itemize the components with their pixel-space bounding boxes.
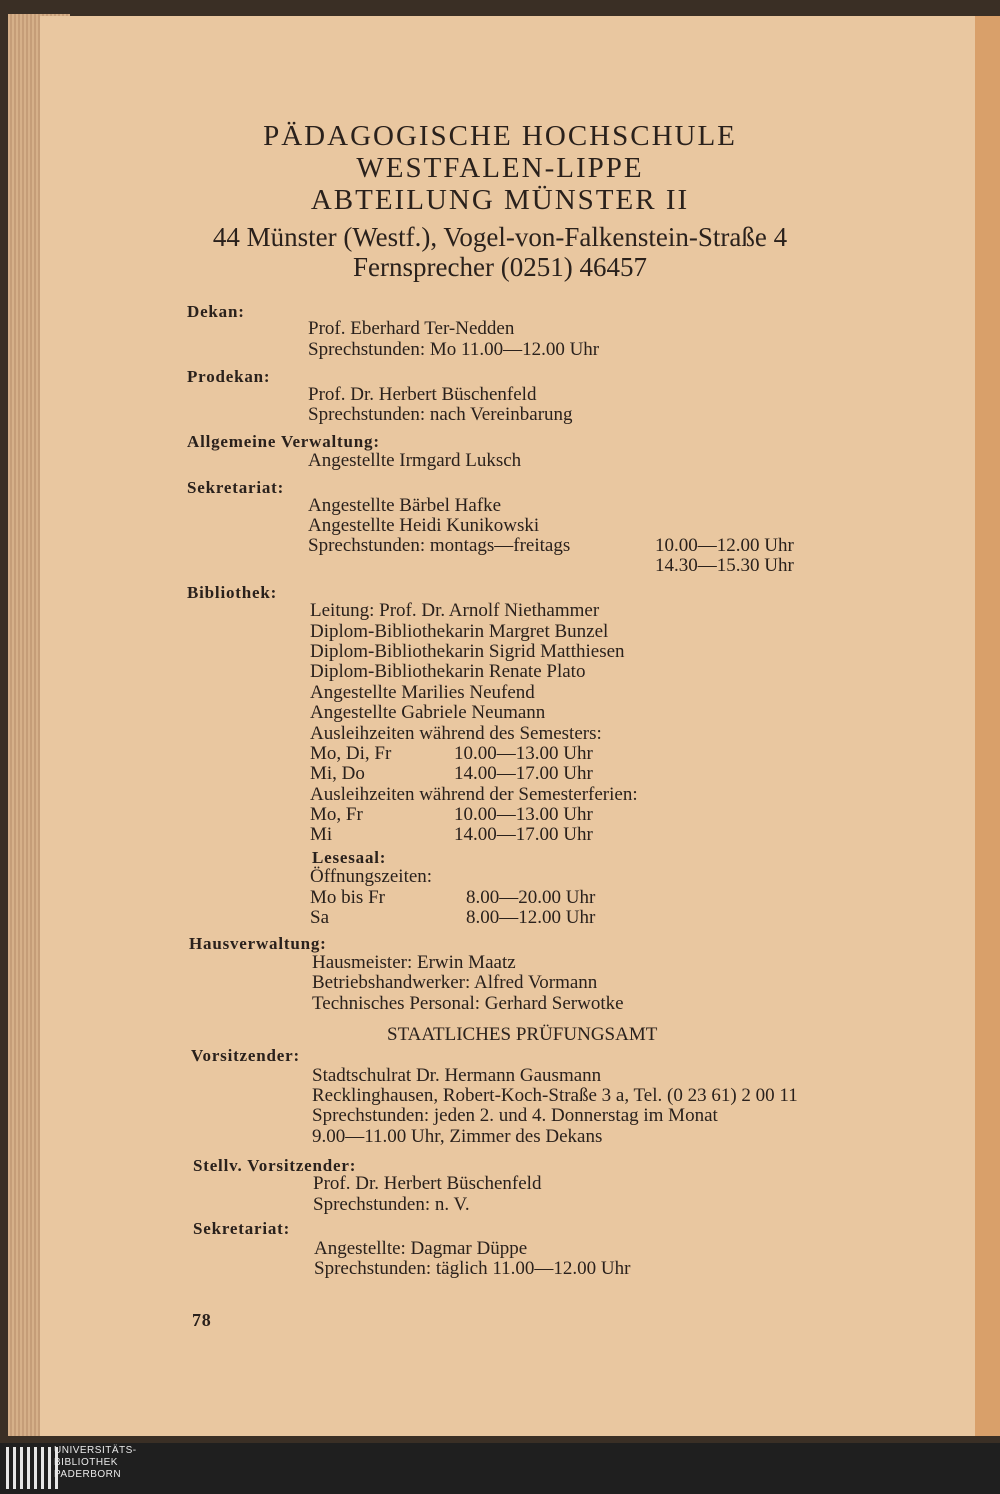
title-line-1: PÄDAGOGISCHE HOCHSCHULE — [263, 120, 737, 152]
verwaltung-line: Angestellte Irmgard Luksch — [308, 450, 522, 471]
prodekan-line: Prof. Dr. Herbert Büschenfeld — [308, 384, 537, 405]
bibliothek-line: Leitung: Prof. Dr. Arnolf Niethammer — [310, 600, 600, 621]
verwaltung-label: Allgemeine Verwaltung: — [187, 432, 380, 451]
bibliothek-line: Angestellte Gabriele Neumann — [310, 702, 546, 723]
pruefungsamt-title: STAATLICHES PRÜFUNGSAMT — [387, 1024, 658, 1045]
vorsitzender-line: 9.00—11.00 Uhr, Zimmer des Dekans — [312, 1126, 603, 1147]
library-logo-icon — [6, 1447, 58, 1489]
sekretariat-line: Angestellte Bärbel Hafke — [308, 495, 502, 516]
bibliothek-line: Angestellte Marilies Neufend — [310, 682, 535, 703]
sekretariat-line: Angestellte Heidi Kunikowski — [308, 515, 540, 536]
oeffnung-days: Sa — [310, 907, 329, 928]
logo-line: PADERBORN — [54, 1469, 122, 1480]
prodekan-label: Prodekan: — [187, 367, 271, 386]
sekretariat-line: Sprechstunden: montags—freitags — [308, 535, 571, 556]
logo-line: BIBLIOTHEK — [54, 1457, 118, 1468]
bibliothek-line: Diplom-Bibliothekarin Margret Bunzel — [310, 621, 609, 642]
logo-line: UNIVERSITÄTS- — [54, 1445, 137, 1456]
oeffnung-time: 8.00—20.00 Uhr — [466, 887, 596, 908]
semester-days: Mo, Di, Fr — [310, 743, 392, 764]
oeffnung-time: 8.00—12.00 Uhr — [466, 907, 596, 928]
ferien-time: 10.00—13.00 Uhr — [454, 804, 593, 825]
sekretariat-time: 14.30—15.30 Uhr — [655, 555, 794, 576]
stellv-label: Stellv. Vorsitzender: — [193, 1156, 357, 1175]
lesesaal-label: Lesesaal: — [312, 848, 387, 867]
bibliothek-label: Bibliothek: — [187, 583, 278, 602]
vorsitzender-line: Recklinghausen, Robert-Koch-Straße 3 a, Tel. (0 23 61) 2 00 11 — [312, 1085, 798, 1106]
footer-bar — [0, 1443, 1000, 1494]
dekan-line: Sprechstunden: Mo 11.00—12.00 Uhr — [308, 339, 600, 360]
phone: Fernsprecher (0251) 46457 — [353, 252, 647, 282]
stellv-line: Prof. Dr. Herbert Büschenfeld — [313, 1173, 542, 1194]
semester-time: 14.00—17.00 Uhr — [454, 763, 593, 784]
pa-sekretariat-label: Sekretariat: — [193, 1219, 291, 1238]
hausverwaltung-label: Hausverwaltung: — [189, 934, 327, 953]
dekan-line: Prof. Eberhard Ter-Nedden — [308, 318, 515, 339]
page-number: 78 — [192, 1310, 212, 1330]
sekretariat-time: 10.00—12.00 Uhr — [655, 535, 794, 556]
bibliothek-line: Diplom-Bibliothekarin Renate Plato — [310, 661, 586, 682]
prodekan-line: Sprechstunden: nach Vereinbarung — [308, 404, 573, 425]
oeffnung-days: Mo bis Fr — [310, 887, 385, 908]
oeffnung-label: Öffnungszeiten: — [310, 866, 433, 887]
pa-sekretariat-line: Angestellte: Dagmar Düppe — [314, 1238, 528, 1259]
sekretariat-label: Sekretariat: — [187, 478, 285, 497]
title-line-2: WESTFALEN-LIPPE — [356, 152, 644, 184]
pa-sekretariat-line: Sprechstunden: täglich 11.00—12.00 Uhr — [314, 1258, 631, 1279]
address: 44 Münster (Westf.), Vogel-von-Falkenstein-Straße 4 — [212, 222, 788, 252]
ferien-days: Mo, Fr — [310, 804, 363, 825]
hausverwaltung-line: Hausmeister: Erwin Maatz — [312, 952, 516, 973]
ferien-label: Ausleihzeiten während der Semesterferien: — [310, 784, 638, 805]
hausverwaltung-line: Betriebshandwerker: Alfred Vormann — [312, 972, 598, 993]
vorsitzender-label: Vorsitzender: — [191, 1046, 300, 1065]
vorsitzender-line: Sprechstunden: jeden 2. und 4. Donnerstag im Monat — [312, 1105, 718, 1126]
hausverwaltung-line: Technisches Personal: Gerhard Serwotke — [312, 993, 624, 1014]
dekan-label: Dekan: — [187, 302, 245, 321]
library-logo-text — [54, 1445, 137, 1481]
ferien-time: 14.00—17.00 Uhr — [454, 824, 593, 845]
title-line-3: ABTEILUNG MÜNSTER II — [310, 184, 690, 216]
bibliothek-line: Diplom-Bibliothekarin Sigrid Matthiesen — [310, 641, 625, 662]
ferien-days: Mi — [310, 824, 333, 845]
stellv-line: Sprechstunden: n. V. — [313, 1194, 470, 1215]
semester-days: Mi, Do — [310, 763, 365, 784]
bibliothek-line: Ausleihzeiten während des Semesters: — [310, 723, 602, 744]
vorsitzender-line: Stadtschulrat Dr. Hermann Gausmann — [312, 1065, 602, 1086]
semester-time: 10.00—13.00 Uhr — [454, 743, 593, 764]
